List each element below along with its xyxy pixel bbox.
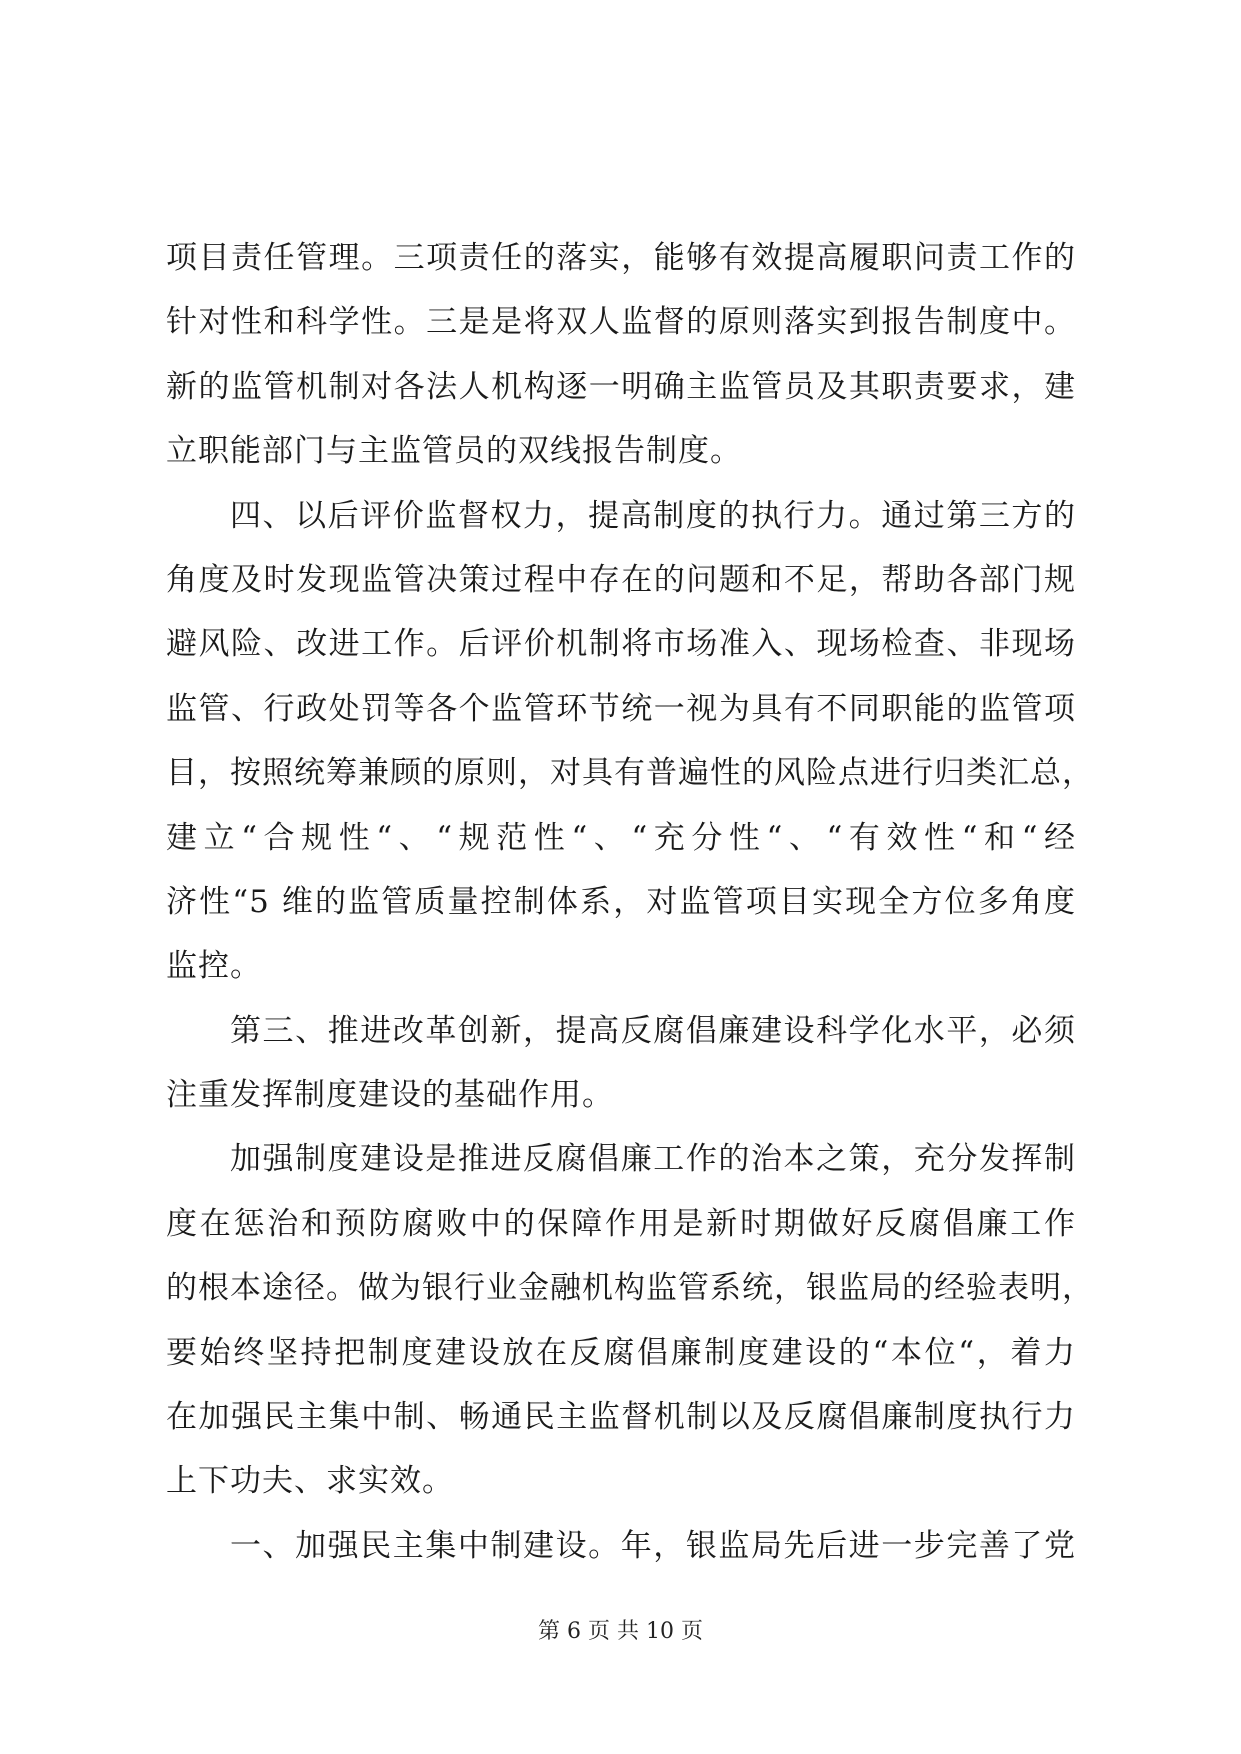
text-line: 角度及时发现监管决策过程中存在的问题和不足，帮助各部门规 <box>166 561 1076 598</box>
text-line: 针对性和科学性。三是是将双人监督的原则落实到报告制度中。 <box>166 304 1076 341</box>
text-line: 目，按照统筹兼顾的原则，对具有普遍性的风险点进行归类汇总， <box>166 755 1094 792</box>
text-line: 注重发挥制度建设的基础作用。 <box>166 1077 614 1114</box>
text-line: 四、以后评价监督权力，提高制度的执行力。通过第三方的 <box>230 497 1076 534</box>
text-line: 监管、行政处罚等各个监管环节统一视为具有不同职能的监管项 <box>166 690 1076 727</box>
paragraph <box>166 226 1076 484</box>
text-line: 新的监管机制对各法人机构逐一明确主监管员及其职责要求，建 <box>166 368 1076 405</box>
text-line: 建立“合规性“、“规范性“、“充分性“、“有效性“和“经 <box>166 819 1076 856</box>
paragraph <box>166 484 1094 999</box>
paragraph <box>166 999 1076 1128</box>
text-line: 监控。 <box>166 948 262 985</box>
text-line: 第三、推进改革创新，提高反腐倡廉建设科学化水平，必须 <box>230 1012 1076 1049</box>
document-body <box>166 226 1094 1578</box>
paragraph <box>166 1514 1076 1578</box>
text-line: 立职能部门与主监管员的双线报告制度。 <box>166 433 742 470</box>
text-line: 项目责任管理。三项责任的落实，能够有效提高履职问责工作的 <box>166 240 1076 276</box>
text-line: 济性“5 维的监管质量控制体系，对监管项目实现全方位多角度 <box>166 883 1076 920</box>
text-line: 在加强民主集中制、畅通民主监督机制以及反腐倡廉制度执行力 <box>166 1399 1076 1436</box>
text-line: 加强制度建设是推进反腐倡廉工作的治本之策，充分发挥制 <box>230 1141 1076 1178</box>
text-line: 避风险、改进工作。后评价机制将市场准入、现场检查、非现场 <box>166 626 1076 663</box>
page-number: 第 6 页 共 10 页 <box>538 1619 703 1644</box>
text-line: 上下功夫、求实效。 <box>166 1463 454 1500</box>
text-line: 的根本途径。做为银行业金融机构监管系统，银监局的经验表明， <box>166 1270 1094 1307</box>
paragraph <box>166 1127 1094 1513</box>
text-line: 一、加强民主集中制建设。年，银监局先后进一步完善了党 <box>230 1527 1076 1564</box>
text-line: 度在惩治和预防腐败中的保障作用是新时期做好反腐倡廉工作 <box>166 1205 1076 1242</box>
text-line: 要始终坚持把制度建设放在反腐倡廉制度建设的“本位“，着力 <box>166 1334 1076 1371</box>
